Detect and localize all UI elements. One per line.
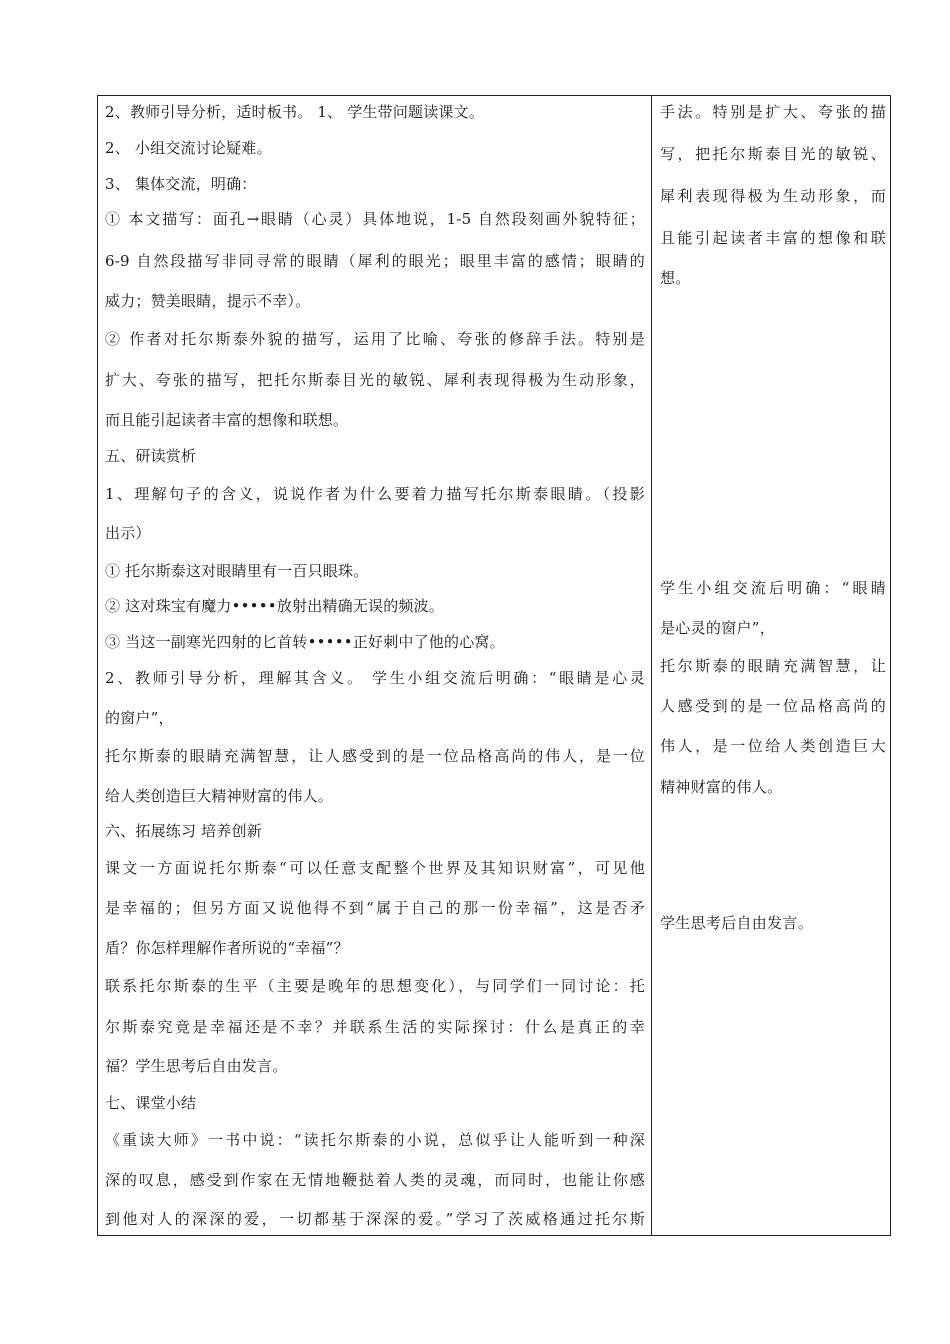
text-line: 福？学生思考后自由发言。 (105, 1057, 288, 1075)
text-line: 6-9 自然段描写非同寻常的眼睛（犀利的眼光；眼里丰富的感情；眼睛的 (105, 252, 645, 270)
text-line: 深的叹息，感受到作家在无情地鞭挞着人类的灵魂，而同时，也能让你感 (105, 1171, 645, 1189)
text-line: 威力；赞美眼睛，提示不幸）。 (105, 292, 311, 310)
text-line: 想。 (660, 269, 691, 287)
text-line: 1、理解句子的含义，说说作者为什么要着力描写托尔斯泰眼睛。（投影 (105, 485, 645, 503)
text-line: 课文一方面说托尔斯泰“可以任意支配整个世界及其知识财富”，可见他 (105, 859, 645, 877)
text-line: 而且能引起读者丰富的想像和联想。 (105, 411, 349, 429)
text-line: 的窗户”， (105, 709, 174, 727)
text-line: 伟人，是一位给人类创造巨大 (660, 737, 886, 755)
text-line: 《重读大师》一书中说：“读托尔斯泰的小说，总似乎让人能听到一种深 (105, 1131, 645, 1149)
text-line: 2、教师引导分析，理解其含义。 学生小组交流后明确：“眼睛是心灵 (105, 669, 645, 687)
text-line: 托尔斯泰的眼睛充满智慧，让 (660, 657, 886, 675)
text-line: 2、教师引导分析，适时板书。 1、 学生带问题读课文。 (105, 103, 485, 121)
lesson-plan-table (97, 95, 891, 1236)
text-line: 3、 集体交流，明确： (105, 175, 257, 193)
text-line: 扩大、夸张的描写，把托尔斯泰目光的敏锐、犀利表现得极为生动形象， (105, 371, 645, 389)
text-line: 是幸福的；但另方面又说他得不到“属于自己的那一份幸福”，这是否矛 (105, 899, 645, 917)
text-line: ① 本文描写：面孔→眼睛（心灵）具体地说，1-5 自然段刻画外貌特征； (105, 210, 645, 228)
text-line: 精神财富的伟人。 (660, 778, 783, 796)
section-heading: 六、拓展练习 培养创新 (105, 822, 262, 840)
text-line: 盾？你怎样理解作者所说的“幸福”？ (105, 939, 349, 957)
text-line: 手法。特别是扩大、夸张的描 (660, 103, 886, 121)
text-line: 尔斯泰究竟是幸福还是不幸？并联系生活的实际探讨：什么是真正的幸 (105, 1018, 645, 1036)
text-line: 写，把托尔斯泰目光的敏锐、 (660, 145, 886, 163)
text-line: 2、 小组交流讨论疑难。 (105, 139, 272, 157)
text-line: ① 托尔斯泰这对眼睛里有一百只眼珠。 (105, 562, 369, 580)
text-line: 学生思考后自由发言。 (660, 914, 814, 932)
text-line: ③ 当这一副寒光四射的匕首转•••••正好刺中了他的心窝。 (105, 633, 505, 651)
text-line: 出示） (105, 524, 151, 542)
section-heading: 七、课堂小结 (105, 1094, 197, 1112)
text-line: ② 这对珠宝有魔力•••••放射出精确无误的频波。 (105, 597, 445, 615)
column-divider (651, 96, 652, 1235)
text-line: 到他对人的深深的爱，一切都基于深深的爱。”学习了茨威格通过托尔斯 (105, 1210, 645, 1228)
text-line: 人感受到的是一位品格高尚的 (660, 697, 886, 715)
text-line: 学生小组交流后明确：“眼睛 (660, 579, 886, 597)
text-line: 且能引起读者丰富的想像和联 (660, 229, 886, 247)
text-line: ② 作者对托尔斯泰外貌的描写，运用了比喻、夸张的修辞手法。特别是 (105, 330, 645, 348)
text-line: 犀利表现得极为生动形象，而 (660, 187, 886, 205)
text-line: 联系托尔斯泰的生平（主要是晚年的思想变化），与同学们一同讨论：托 (105, 977, 645, 995)
section-heading: 五、研读赏析 (105, 447, 197, 465)
text-line: 托尔斯泰的眼睛充满智慧，让人感受到的是一位品格高尚的伟人，是一位 (105, 747, 645, 765)
text-line: 给人类创造巨大精神财富的伟人。 (105, 787, 334, 805)
text-line: 是心灵的窗户”， (660, 619, 776, 637)
